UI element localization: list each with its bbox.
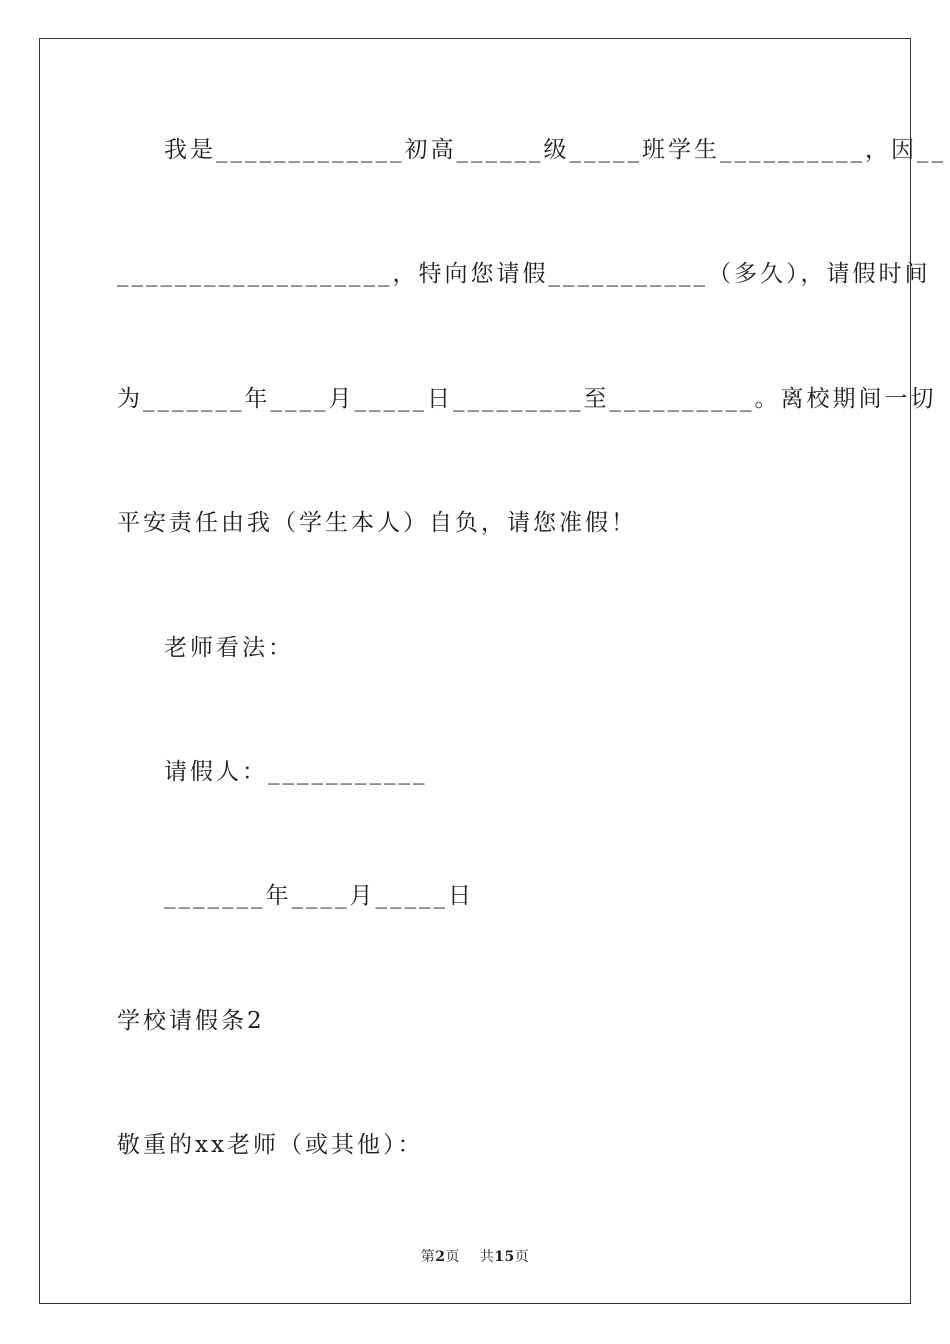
footer-page-suffix: 页 — [445, 1249, 460, 1265]
page-border — [39, 38, 911, 1304]
paragraph-line-1: 我是_____________初高______级_____班学生__________，因__ — [164, 137, 946, 163]
current-page-number: 2 — [435, 1249, 446, 1265]
footer-total-prefix: 共 — [479, 1249, 495, 1265]
date-line: _______年____月_____日 — [164, 883, 474, 909]
paragraph-line-3: 为_______年____月_____日_________至__________。离校期间一切 — [117, 386, 937, 412]
teacher-opinion-label: 老师看法： — [164, 635, 294, 661]
footer-prefix: 第 — [420, 1249, 436, 1265]
section-title: 学校请假条2 — [117, 1008, 265, 1034]
applicant-label: 请假人：___________ — [164, 759, 428, 785]
page-footer — [0, 1246, 950, 1266]
salutation: 敬重的xx老师（或其他）： — [117, 1132, 424, 1158]
paragraph-line-4: 平安责任由我（学生本人）自负，请您准假！ — [117, 510, 637, 536]
total-pages-number: 15 — [494, 1249, 515, 1265]
footer-total-suffix: 页 — [514, 1249, 530, 1265]
paragraph-line-2: ___________________，特向您请假___________（多久），请假时间 — [117, 261, 931, 287]
